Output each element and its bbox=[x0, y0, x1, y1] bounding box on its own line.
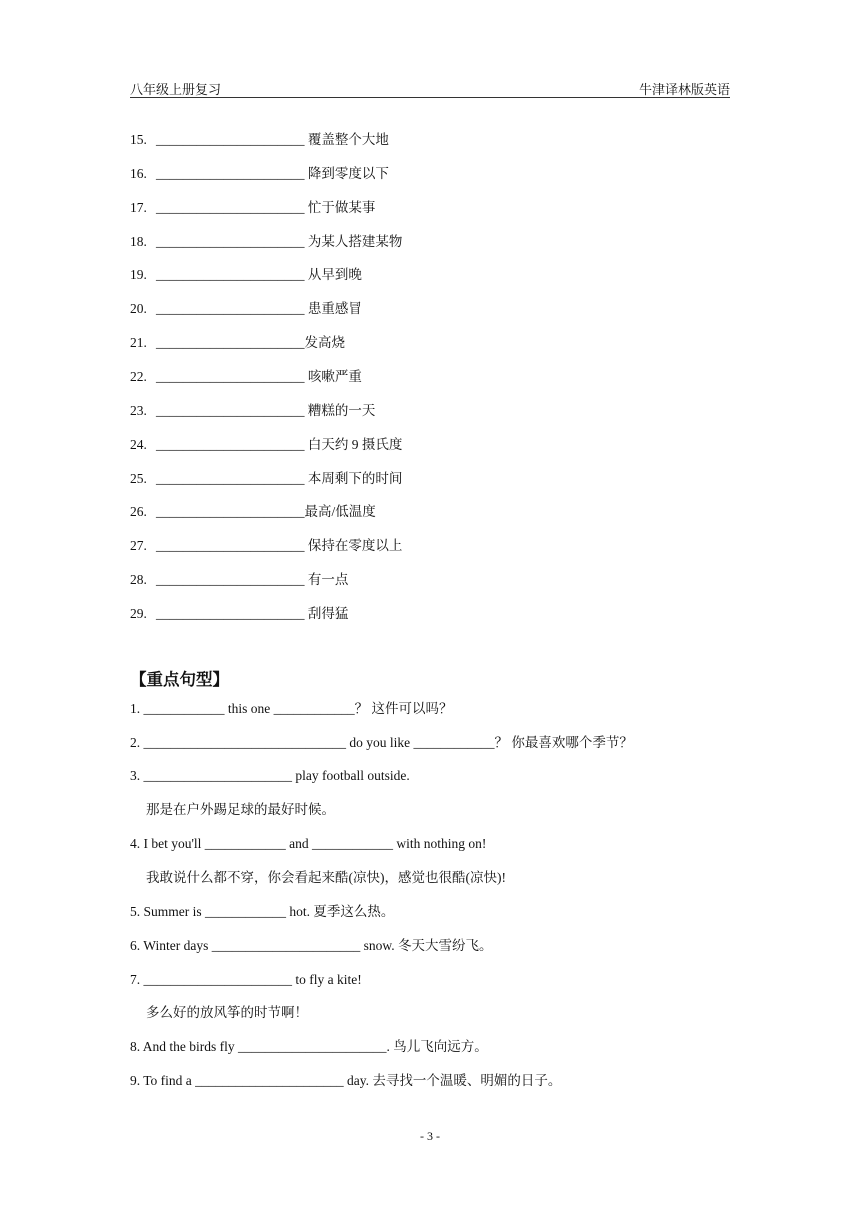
sentence-line: 1. ____________ this one ____________？ 这件可以吗？ bbox=[130, 701, 453, 716]
header-left-title: 八年级上册复习 bbox=[130, 82, 222, 97]
sentence-line: 4. I bet you'll ____________ and ____________ with nothing on! bbox=[130, 836, 487, 851]
vocab-number: 27. bbox=[130, 538, 147, 554]
sentence-translation: 多么好的放风筝的时节啊！ bbox=[146, 1005, 308, 1020]
sentence-line: 7. ______________________ to fly a kite! bbox=[130, 972, 362, 987]
vocab-text: ______________________ 从早到晚 bbox=[156, 267, 362, 283]
vocab-number: 20. bbox=[130, 301, 147, 317]
vocab-text: ______________________发高烧 bbox=[156, 335, 345, 351]
vocab-text: ______________________ 保持在零度以上 bbox=[156, 538, 403, 554]
vocab-number: 23. bbox=[130, 402, 147, 418]
vocab-text: ______________________ 刮得猛 bbox=[156, 606, 349, 622]
vocab-item bbox=[130, 436, 730, 470]
vocab-number: 26. bbox=[130, 504, 147, 520]
vocab-item bbox=[130, 233, 730, 267]
header-right-title: 牛津译林版英语 bbox=[638, 82, 730, 97]
vocab-item bbox=[130, 300, 730, 334]
sentence-line: 6. Winter days ______________________ snow. 冬天大雪纷飞。 bbox=[130, 938, 493, 953]
vocab-text: ______________________ 为某人搭建某物 bbox=[156, 233, 403, 249]
vocab-text: ______________________ 有一点 bbox=[156, 572, 349, 588]
vocab-text: ______________________ 本周剩下的时间 bbox=[156, 470, 403, 486]
vocab-item bbox=[130, 165, 730, 199]
vocab-number: 17. bbox=[130, 199, 147, 215]
vocab-text: ______________________最高/低温度 bbox=[156, 504, 376, 520]
sentence-line: 3. ______________________ play football outside. bbox=[130, 768, 410, 783]
vocab-item bbox=[130, 266, 730, 300]
sentence-translation: 我敢说什么都不穿，你会看起来酷(凉快)，感觉也很酷(凉快)! bbox=[146, 870, 506, 885]
vocab-text: ______________________ 降到零度以下 bbox=[156, 165, 389, 181]
sentence-line: 5. Summer is ____________ hot. 夏季这么热。 bbox=[130, 904, 395, 919]
vocab-item bbox=[130, 537, 730, 571]
vocab-number: 21. bbox=[130, 335, 147, 351]
vocab-item bbox=[130, 503, 730, 537]
vocab-text: ______________________ 患重感冒 bbox=[156, 301, 362, 317]
vocab-number: 18. bbox=[130, 233, 147, 249]
sentence-line: 8. And the birds fly ______________________. 鸟儿飞向远方。 bbox=[130, 1039, 488, 1054]
vocab-number: 28. bbox=[130, 572, 147, 588]
vocab-item bbox=[130, 131, 730, 165]
vocab-text: ______________________ 糟糕的一天 bbox=[156, 402, 376, 418]
vocab-text: ______________________ 覆盖整个大地 bbox=[156, 132, 389, 147]
vocab-item bbox=[130, 470, 730, 504]
vocab-item bbox=[130, 199, 730, 233]
vocab-number: 25. bbox=[130, 470, 147, 486]
vocab-text: ______________________ 咳嗽严重 bbox=[156, 369, 362, 385]
vocab-number: 24. bbox=[130, 436, 147, 452]
vocab-item bbox=[130, 402, 730, 436]
vocab-text: ______________________ 忙于做某事 bbox=[156, 199, 376, 215]
vocab-number: 19. bbox=[130, 267, 147, 283]
vocab-item bbox=[130, 368, 730, 402]
sentence-line: 2. ______________________________ do you like ____________？ 你最喜欢哪个季节？ bbox=[130, 735, 633, 750]
page-number: - 3 - bbox=[420, 1129, 440, 1143]
vocab-item bbox=[130, 334, 730, 368]
vocabulary-list bbox=[130, 131, 730, 639]
section-heading: 【重点句型】 bbox=[130, 670, 229, 689]
sentence-translation: 那是在户外踢足球的最好时候。 bbox=[146, 802, 335, 817]
vocab-number: 15. bbox=[130, 132, 147, 147]
vocab-number: 16. bbox=[130, 165, 147, 181]
sentence-line: 9. To find a ______________________ day. 去寻找一个温暖、明媚的日子。 bbox=[130, 1073, 562, 1088]
vocab-number: 29. bbox=[130, 606, 147, 622]
vocab-item bbox=[130, 571, 730, 605]
vocab-text: ______________________ 白天约 9 摄氏度 bbox=[156, 436, 403, 452]
vocab-item bbox=[130, 605, 730, 639]
vocab-number: 22. bbox=[130, 369, 147, 385]
page-header bbox=[130, 79, 730, 98]
